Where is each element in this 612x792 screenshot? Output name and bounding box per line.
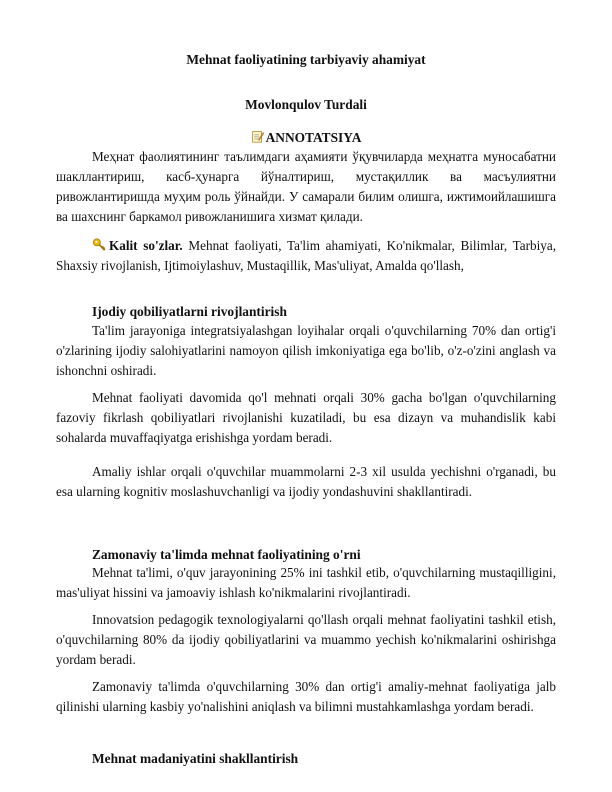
section-heading-creative: Ijodiy qobiliyatlarni rivojlantirish <box>92 304 287 319</box>
section-creative-paragraph-1 <box>56 321 556 381</box>
annotation-text: Меҳнат фаолиятининг таълимдаги аҳамияти ўқувчиларда меҳнатга муносабатни шакллантириш, касб-ҳунарга йўналтириш, мустақиллик ва масъулиятни ривожлантиришда муҳим роль ўйнайди. У самарали билим олишга, ижтимоийлашишга ва шахснинг баркамол ривожланишига хизмат қилади. <box>56 149 556 224</box>
section-modern-paragraph-1 <box>56 563 556 603</box>
keywords-text: Mehnat faoliyati, Ta'lim ahamiyati, Ko'nikmalar, Bilimlar, Tarbiya, Shaxsiy rivojlanish, Ijtimoiylashuv, Mustaqillik, Mas'uliyat, Amalda qo'llash, <box>56 238 557 273</box>
keywords-label: Kalit so'zlar. <box>109 238 183 253</box>
paragraph: Innovatsion pedagogik texnologiyalarni qo'llash orqali mehnat faoliyatini tashkil etish, o'quvchilarning 80% da ijodiy qobiliyatlarini va muammo yechish ko'nikmalarini oshirishga yordam beradi. <box>56 612 556 667</box>
section-modern-paragraph-3 <box>56 677 556 717</box>
section-modern-paragraph-2 <box>56 610 556 670</box>
document-author: Movlonqulov Turdali <box>245 97 367 112</box>
section-creative-paragraph-2 <box>56 388 556 448</box>
paragraph: Mehnat ta'limi, o'quv jarayonining 25% ini tashkil etib, o'quvchilarning mustaqilligini, mas'uliyat hissini va jamoaviy ishlash ko'nikmalarini rivojlantiradi. <box>56 565 556 600</box>
section-heading-modern: Zamonaviy ta'limda mehnat faoliyatining o'rni <box>92 547 361 562</box>
document-title: Mehnat faoliyatining tarbiyaviy ahamiyat <box>186 52 426 67</box>
memo-icon <box>251 130 264 143</box>
keywords-paragraph <box>56 236 556 276</box>
paragraph: Mehnat faoliyati davomida qo'l mehnati orqali 30% gacha bo'lgan o'quvchilarning fazoviy fikrlash qobiliyatlari rivojlanishi kuzatiladi, bu esa dizayn va muhandislik kabi sohalarda muvaffaqiyatga erishishga yordam beradi. <box>56 390 556 445</box>
section-heading-culture: Mehnat madaniyatini shakllantirish <box>92 751 299 766</box>
annotation-heading-row <box>0 128 612 148</box>
paragraph: Ta'lim jarayoniga integratsiyalashgan loyihalar orqali o'quvchilarning 70% dan ortig'i o'zlarining ijodiy salohiyatlarini namoyon qilish imkoniyatiga ega bo'lib, o'z-o'zini anglash va ishonchni oshiradi. <box>56 323 556 378</box>
key-icon <box>92 238 107 252</box>
section-creative-paragraph-3 <box>56 462 556 502</box>
annotation-heading: ANNOTATSIYA <box>265 130 362 145</box>
paragraph: Zamonaviy ta'limda o'quvchilarning 30% dan ortig'i amaliy-mehnat faoliyatiga jalb qilinishi ularning kasbiy yo'nalishini aniqlash va bilimni mustahkamlashga yordam beradi. <box>56 679 556 714</box>
paragraph: Amaliy ishlar orqali o'quvchilar muammolarni 2-3 xil usulda yechishni o'rganadi, bu esa ularning kognitiv moslashuvchanligi va ijodiy yondashuvini shakllantiradi. <box>56 464 556 499</box>
annotation-text-block <box>56 147 556 227</box>
keywords-block <box>56 236 556 276</box>
